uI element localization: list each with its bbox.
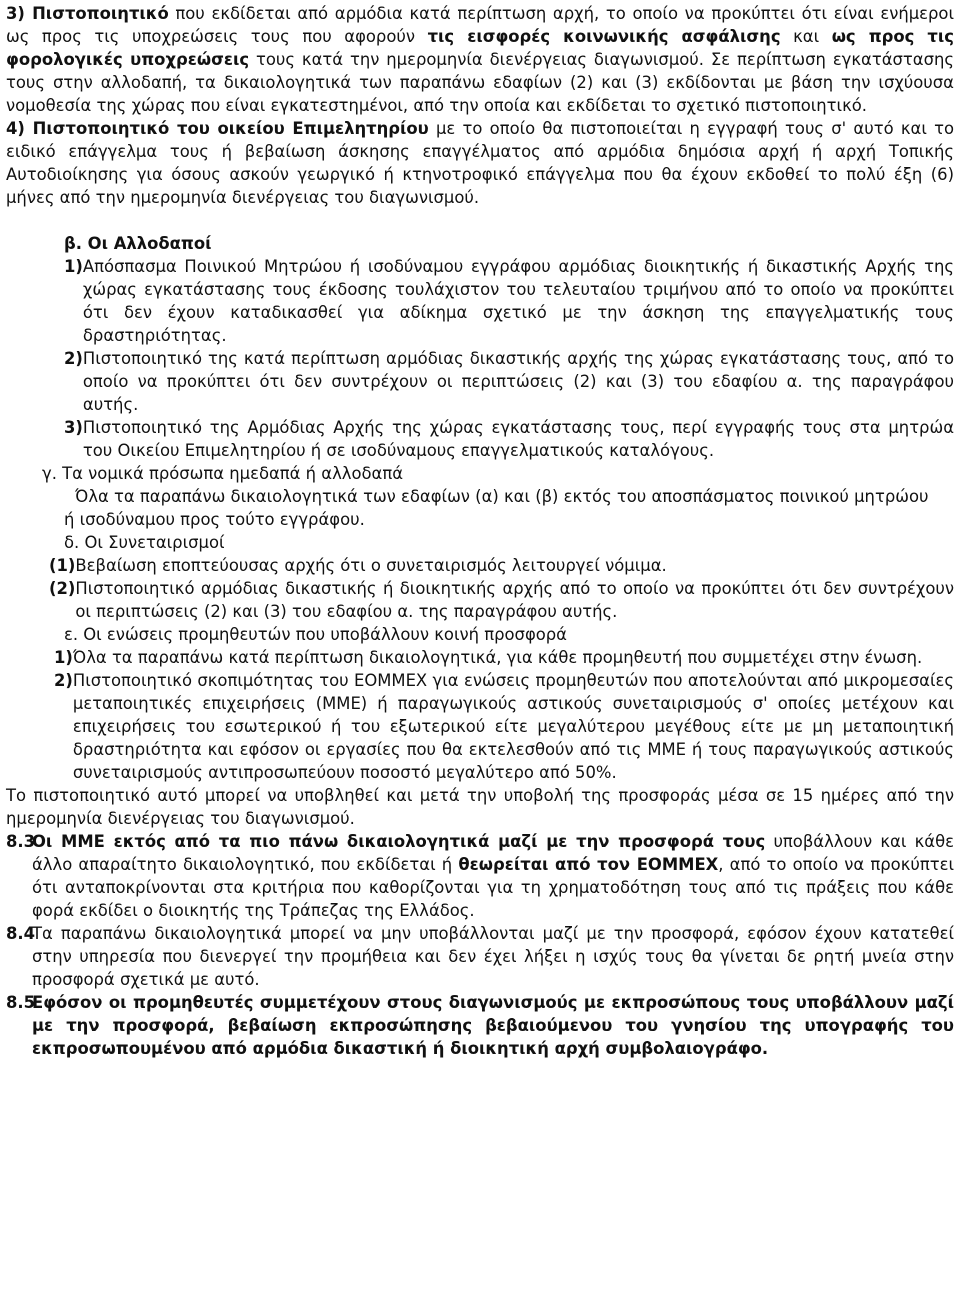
section-beta-heading	[6, 232, 954, 255]
epsilon-item-2	[6, 669, 954, 784]
section-number: 8.5	[6, 993, 36, 1012]
beta-item-3	[6, 416, 954, 462]
section-text	[32, 991, 954, 1060]
bold-text-run: β. Οι Αλλοδαποί	[64, 234, 212, 253]
list-marker: 3)	[64, 418, 83, 437]
bold-text-run: θεωρείται από τον ΕΟΜΜΕΧ	[458, 855, 719, 874]
list-item-text: Όλα τα παραπάνω κατά περίπτωση δικαιολογητικά, για κάθε προμηθευτή που συμμετέχει στην ένωση.	[72, 648, 923, 667]
list-marker: 1)	[64, 257, 83, 276]
bold-text-run: Πιστοποιητικό του οικείου Επιμελητηρίου	[32, 119, 429, 138]
bold-text-run: Εφόσον οι προμηθευτές συμμετέχουν στους διαγωνισμούς με εκπροσώπους τους υποβάλλουν μαζί με την προσφορά, βεβαίωση εκπροσώπησης βεβαιούμενου του γνησίου της υπογραφής του εκπροσωπουμένου από αρμόδια δικαστική ή διοικητική αρχή συμβολαιογράφο.	[32, 993, 954, 1058]
section-8-5	[6, 991, 954, 1060]
delta-item-2	[6, 577, 954, 623]
list-item-text: Απόσπασμα Ποινικού Μητρώου ή ισοδύναμου εγγράφου αρμόδιας διοικητικής ή δικαστικής Αρχής της χώρας εγκατάστασης τους έκδοσης τουλάχιστον του τελευταίου τριμήνου από το οποίο να προκύπτει ότι δεν έχουν καταδικασθεί για αδίκημα σχετικό με την άσκηση της επαγγελματικής τους δραστηριότητας.	[82, 257, 954, 345]
list-item-text: Πιστοποιητικό σκοπιμότητας του ΕΟΜΜΕΧ για ενώσεις προμηθευτών που αποτελούνται από μικρομεσαίες μεταποιητικές επιχειρήσεις (ΜΜΕ) ή παραγωγικούς αστικούς συνεταιρισμούς σ' οποίες μετέχουν και επιχειρήσεις του εσωτερικού ή του εξωτερικού είτε μεγαλύτερου μεγέθους είτε με μη μεταποιητική δραστηριότητα και εφόσον οι εργασίες που θα εκτελεσθούν από τις ΜΜΕ ή τους παραγωγικούς αστικούς συνεταιρισμούς αντιπροσωπεύουν ποσοστό μεγαλύτερο από 50%.	[72, 671, 954, 782]
bold-text-run: 3)	[6, 4, 33, 23]
section-gamma-tail: ή ισοδύναμου προς τούτο εγγράφου.	[64, 510, 365, 529]
text-run: υποβάλλουν και κάθε άλλο απαραίτητο δικαιολογητικό, που εκδίδεται ή	[32, 832, 954, 874]
text-run: και	[780, 27, 832, 46]
item-4-chamber-certificate	[6, 117, 954, 209]
section-gamma-body: Όλα τα παραπάνω δικαιολογητικά των εδαφίων (α) και (β) εκτός του αποσπάσματος ποινικού μητρώου	[75, 487, 929, 506]
text-run: Τα παραπάνω δικαιολογητικά μπορεί να μην υποβάλλονται μαζί με την προσφορά, εφόσον έχουν κατατεθεί στην υπηρεσία που διενεργεί την προμήθεια και δεν έχει λήξει η ισχύς τους θα γίνεται δε ρητή μνεία στην προσφορά σχετικά με αυτό.	[32, 924, 954, 989]
bold-text-run: Οι ΜΜΕ εκτός από τα πιο πάνω δικαιολογητικά μαζί με την προσφορά τους	[32, 832, 766, 851]
beta-item-2	[6, 347, 954, 416]
list-marker: (1)	[49, 556, 76, 575]
list-marker: 2)	[54, 671, 73, 690]
text-run: , από το οποίο να προκύπτει ότι ανταποκρίνονται στα κριτήρια που καθορίζονται για τη χρηματοδότηση τους από τις πράξεις που κάθε φορά εκδίδει ο διοικητής της Τράπεζας της Ελλάδος.	[32, 855, 954, 920]
bold-text-run: 4)	[6, 119, 33, 138]
text-run: τους κατά την ημερομηνία διενέργειας διαγωνισμού. Σε περίπτωση εγκατάστασης τους στην αλλοδαπή, τα δικαιολογητικά των παραπάνω εδαφίων (2) και (3) εκδίδονται με βάση την ισχύουσα νομοθεσία της χώρας που είναι εγκατεστημένοι, από την οποία και εκδίδεται το σχετικό πιστοποιητικό.	[6, 50, 954, 115]
section-text	[32, 830, 954, 922]
text-run: με το οποίο θα πιστοποιείται η εγγραφή τους σ' αυτό και το ειδικό επάγγελμα τους ή βεβαίωση άσκησης επαγγέλματος από αρμόδια δημόσια αρχή ή αρχή Τοπικής Αυτοδιοίκησης για όσους ασκούν γεωργικό ή κτηνοτροφικό επάγγελμα που θα έχουν εκδοθεί το πολύ έξη (6) μήνες από την ημερομηνία διενέργειας του διαγωνισμού.	[6, 119, 955, 207]
list-item-text: Πιστοποιητικό της Αρμόδιας Αρχής της χώρας εγκατάστασης τους, περί εγγραφής τους στα μητρώα του Οικείου Επιμελητηρίου ή σε ισοδύναμους επαγγελματικούς καταλόγους.	[82, 418, 954, 460]
list-marker: (2)	[49, 579, 76, 598]
section-8-3	[6, 830, 954, 922]
list-marker: 2)	[64, 349, 83, 368]
beta-item-1	[6, 255, 954, 347]
section-gamma-heading: γ. Τα νομικά πρόσωπα ημεδαπά ή αλλοδαπά	[42, 464, 404, 483]
epsilon-item-1	[6, 646, 954, 669]
list-item-text: Πιστοποιητικό της κατά περίπτωση αρμόδιας δικαστικής αρχής της χώρας εγκατάστασης τους, από το οποίο να προκύπτει ότι δεν συντρέχουν οι περιπτώσεις (2) και (3) του εδαφίου α. της παραγράφου αυτής.	[82, 349, 954, 414]
text-run: που εκδίδεται από αρμόδια κατά περίπτωση αρχή, το οποίο να προκύπτει ότι είναι ενήμεροι ως προς τις υποχρεώσεις τους που αφορούν	[6, 4, 954, 46]
section-text	[32, 922, 954, 991]
bold-text-run: ως προς τις φορολογικές υποχρεώσεις	[6, 27, 954, 69]
delta-item-1	[6, 554, 954, 577]
certificate-note: Το πιστοποιητικό αυτό μπορεί να υποβληθεί και μετά την υποβολή της προσφοράς μέσα σε 15 ημέρες από την ημερομηνία διενέργειας του διαγωνισμού.	[6, 786, 954, 828]
section-delta-heading: δ. Οι Συνεταιρισμοί	[64, 533, 225, 552]
section-number: 8.4	[6, 924, 36, 943]
section-number: 8.3	[6, 832, 36, 851]
list-marker: 1)	[54, 648, 73, 667]
bold-text-run: Πιστοποιητικό	[32, 4, 169, 23]
list-item-text: Βεβαίωση εποπτεύουσας αρχής ότι ο συνεταιρισμός λειτουργεί νόμιμα.	[75, 556, 667, 575]
section-8-4	[6, 922, 954, 991]
bold-text-run: τις εισφορές κοινωνικής ασφάλισης	[427, 27, 781, 46]
section-epsilon-heading: ε. Οι ενώσεις προμηθευτών που υποβάλλουν κοινή προσφορά	[64, 625, 567, 644]
item-3-tax-social-security-certificate	[6, 2, 954, 117]
list-item-text: Πιστοποιητικό αρμόδιας δικαστικής ή διοικητικής αρχής από το οποίο να προκύπτει ότι δεν συντρέχουν οι περιπτώσεις (2) και (3) του εδαφίου α. της παραγράφου αυτής.	[75, 579, 954, 621]
